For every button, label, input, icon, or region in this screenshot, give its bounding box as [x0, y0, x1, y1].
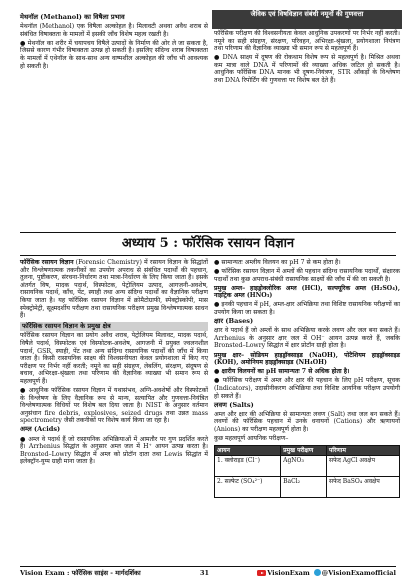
salt-para: अम्ल और क्षार की अभिक्रिया से सामान्यतः लवण (Salt) तथा जल बन सकते हैं। लवणों की फॉरेंसिक पहचान में उनके धनायनों (Cations) और ऋणायनों (Anions) का परीक्षण महत्वपूर्ण होता है।	[214, 410, 400, 433]
main-bases: प्रमुख क्षार– सोडियम हाइड्रॉक्साइड (NaOH), पोटैशियम हाइड्रॉक्साइड (KOH), अमोनियम हाइड्रॉक्साइड (NH₄OH)	[214, 351, 400, 367]
methanol-para-2: ● मेथनॉल का शरीर में चयापचय विषैले उत्पादों के निर्माण की ओर ले जा सकता है, जिससे कारण गंभीर विषाक्तता उत्पन्न हो सकती है। इसलिए संदिग्ध शराब विषाक्तता के मामलों में एथेनॉल के साथ-साथ अन्य वाष्पशील अल्कोहल की जाँच भी आवश्यक हो सकती है।	[20, 39, 208, 70]
right-top-column	[214, 30, 400, 86]
methanol-para-1: मेथनॉल (Methanol) एक विषैला अल्कोहल है। मिलावटी अथवा अवैध शराब से संबंधित विषाक्तता के मामलों में इसकी जाँच विशेष महत्व रखती है।	[20, 23, 208, 38]
youtube-handle[interactable]: VisionExam	[267, 569, 310, 577]
quality-para-1: फॉरेंसिक परीक्षण की विश्वसनीयता केवल आधुनिक उपकरणों पर निर्भर नहीं करती। नमूने का सही संग्रहण, संरक्षण, परिवहन, अभिरक्षा-श्रृंखला, प्रयोगशाला नियंत्रण तथा परिणाम की वैज्ञानिक व्याख्या भी समान रूप से महत्वपूर्ण हैं।	[214, 30, 400, 53]
footer-title: Vision Exam : फॉरेंसिक साइंस - मार्गदर्शिका	[20, 569, 141, 577]
intro-para	[20, 259, 208, 320]
base-test-para: ● फॉरेंसिक परीक्षण में अम्ल और क्षार की पहचान के लिए pH परीक्षण, सूचक (Indicators), उदासीनीकरण अभिक्रिया तथा विशिष्ट आयनिक परीक्षण उपयोगी हो सकते हैं।	[214, 377, 400, 400]
intro-label: फॉरेंसिक रसायन विज्ञान	[20, 259, 74, 266]
acid-heading: अम्ल (Acids)	[20, 425, 61, 434]
base-ph-para: ● क्षारीय विलयनों का pH सामान्यतः 7 से अधिक होता है।	[214, 368, 350, 376]
table-header-cell: प्रमुख परीक्षण	[281, 445, 327, 455]
ion-test-table	[214, 445, 400, 498]
quality-box-heading: जैविक एवं विषविज्ञान संबंधी नमूनों की गुणवत्ता	[212, 10, 402, 29]
acid-ph-para: ● सामान्यतः अम्लीय विलयन का pH 7 से कम होता है।	[214, 259, 341, 266]
modern-para: ● आधुनिक फॉरेंसिक रसायन विज्ञान में यथासंभव, अग्नि-अवशेषों और विस्फोटकों के विश्लेषण के लिए वैज्ञानिक रूप से मान्य, सत्यापित और गुणवत्ता-नियंत्रित विश्लेषणात्मक विधियों पर विशेष बल दिया जाता है। NIST के अनुसार वर्तमान अनुसंधान fire debris, explosives, seized drugs तथा उन्नत mass spectrometry जैसी तकनीकों पर विशेष कार्य किया जा रहा है।	[20, 387, 208, 425]
table-header-cell: परिणाम	[327, 445, 400, 455]
table-row	[215, 476, 400, 497]
table-cell: BaCl₂	[281, 476, 327, 497]
table-cell: 1. क्लोराइड (Cl⁻)	[215, 455, 281, 476]
youtube-icon	[257, 570, 266, 576]
methanol-heading: मेथनॉल (Methanol) का विषैला प्रभाव	[20, 13, 125, 21]
table-cell: 2. सल्फेट (SO₄²⁻)	[215, 476, 281, 497]
table-row	[215, 455, 400, 476]
footer-social	[257, 567, 396, 579]
table-cell: सफेद BaSO₄ अवक्षेप	[327, 476, 400, 497]
table-intro: कुछ महत्वपूर्ण आयनिक परीक्षण–	[214, 434, 289, 442]
telegram-handle[interactable]: @VisionExamofficial	[321, 569, 396, 577]
acid-test-para: ● इनकी पहचान में pH, अम्ल-क्षार अभिक्रिया तथा विशिष्ट रासायनिक परीक्षणों का उपयोग किया जा सकता है।	[214, 301, 400, 317]
telegram-icon	[314, 569, 321, 576]
base-para: क्षार वे पदार्थ हैं जो अम्लों के साथ अभिक्रिया करके लवण और जल बना सकते हैं। Arrhenius के अनुसार क्षार जल में OH⁻ आयन उत्पन्न करते हैं, जबकि Bronsted–Lowry सिद्धांत में क्षार प्रोटॉन ग्राही होता है।	[214, 327, 400, 350]
chapter-title: अध्याय 5 : फॉरेंसिक रसायन विज्ञान	[20, 232, 396, 256]
intro-text: (Forensic Chemistry) में रसायन विज्ञान के सिद्धांतों और विश्लेषणात्मक तकनीकों का उपयोग अपराध से संबंधित पदार्थों की पहचान, तुलना, पुष्टीकरण, संरचना-निर्धारण तथा मात्रा-निर्धारण के लिए किया जाता है। इसके अंतर्गत विष, मादक पदार्थ, विस्फोटक, पेट्रोलियम उत्पाद, आगजनी-अवशेष, रासायनिक पदार्थ, काँच, पेंट, स्याही तथा अन्य संदिग्ध पदार्थों का वैज्ञानिक परीक्षण किया जाता है। यह फॉरेंसिक रसायन विज्ञान में क्रोमैटोग्राफी, स्पेक्ट्रोस्कोपी, मास स्पेक्ट्रोमेट्री, सूक्ष्मदर्शीय परीक्षण तथा रासायनिक परीक्षण प्रमुख विश्लेषणात्मक साधन हैं।	[20, 259, 208, 320]
salt-heading: लवण (Salts)	[214, 400, 254, 409]
acid-para: ● अम्ल वे पदार्थ हैं जो रासायनिक अभिक्रियाओं में आमतौर पर गुण प्रदर्शित करते हैं। Arrhenius सिद्धांत के अनुसार अम्ल जल में H⁺ आयन उत्पन्न करता है। Bronsted–Lowry सिद्धांत में अम्ल को प्रोटॉन दाता तथा Lewis सिद्धांत में इलेक्ट्रॉन-युग्म ग्राही माना जाता है।	[20, 435, 208, 466]
right-bottom-column	[214, 259, 400, 498]
scope-heading: फॉरेंसिक रसायन विज्ञान के प्रमुख क्षेत्र	[20, 322, 208, 332]
quality-para-2: ● DNA साक्ष्य में दूषण की रोकथाम विशेष रूप से महत्वपूर्ण है। मिश्रित अथवा कम मात्रा वाले DNA में परिणामों की व्याख्या अधिक जटिल हो सकती है। आधुनिक फॉरेंसिक DNA मानक भी दूषण-नियंत्रण, STR आँकड़ों के विश्लेषण तथा DNA रिपोर्टिंग की गुणवत्ता पर विशेष बल देते हैं।	[214, 54, 400, 85]
scope-para: फॉरेंसिक रसायन विज्ञान का प्रयोग अवैध शराब, पेट्रोलियम मिलावट, मादक पदार्थ, विषैले पदार्थ, विस्फोटक एवं विस्फोटक-अवशेष, आगजनी में प्रयुक्त ज्वलनशील पदार्थ, GSR, स्याही, पेंट तथा अन्य संदिग्ध रासायनिक पदार्थों की जाँच में किया जाता है। किसी रासायनिक साक्ष्य की विश्वसनीयता केवल प्रयोगशाला में किए गए परीक्षण पर निर्भर नहीं करती; नमूने का सही संग्रहण, लेबलिंग, संरक्षण, संदूषण से बचाव, अभिरक्षा-श्रृंखला तथा परिणाम की वैज्ञानिक व्याख्या भी समान रूप से महत्वपूर्ण हैं।	[20, 332, 208, 385]
left-top-column	[20, 14, 208, 72]
table-cell: सफेद AgCl अवक्षेप	[327, 455, 400, 476]
table-header-row	[215, 445, 400, 455]
table-cell: AgNO₃	[281, 455, 327, 476]
main-acids: प्रमुख अम्ल– हाइड्रोक्लोरिक अम्ल (HCl), सल्फ्यूरिक अम्ल (H₂SO₄), नाइट्रिक अम्ल (HNO₃)	[214, 284, 400, 300]
acid-forensic-para: ● फॉरेंसिक रसायन विज्ञान में अम्लों की पहचान संदिग्ध रासायनिक पदार्थों, संक्षारक पदार्थों तथा कुछ अपराध-संबंधी रासायनिक साक्ष्यों की जाँच में की जा सकती है।	[214, 268, 400, 283]
base-heading: क्षार (Bases)	[214, 317, 254, 326]
left-bottom-column	[20, 259, 208, 467]
page-number: 31	[200, 569, 210, 577]
page-footer	[20, 566, 396, 579]
table-header-cell: आयन	[215, 445, 281, 455]
